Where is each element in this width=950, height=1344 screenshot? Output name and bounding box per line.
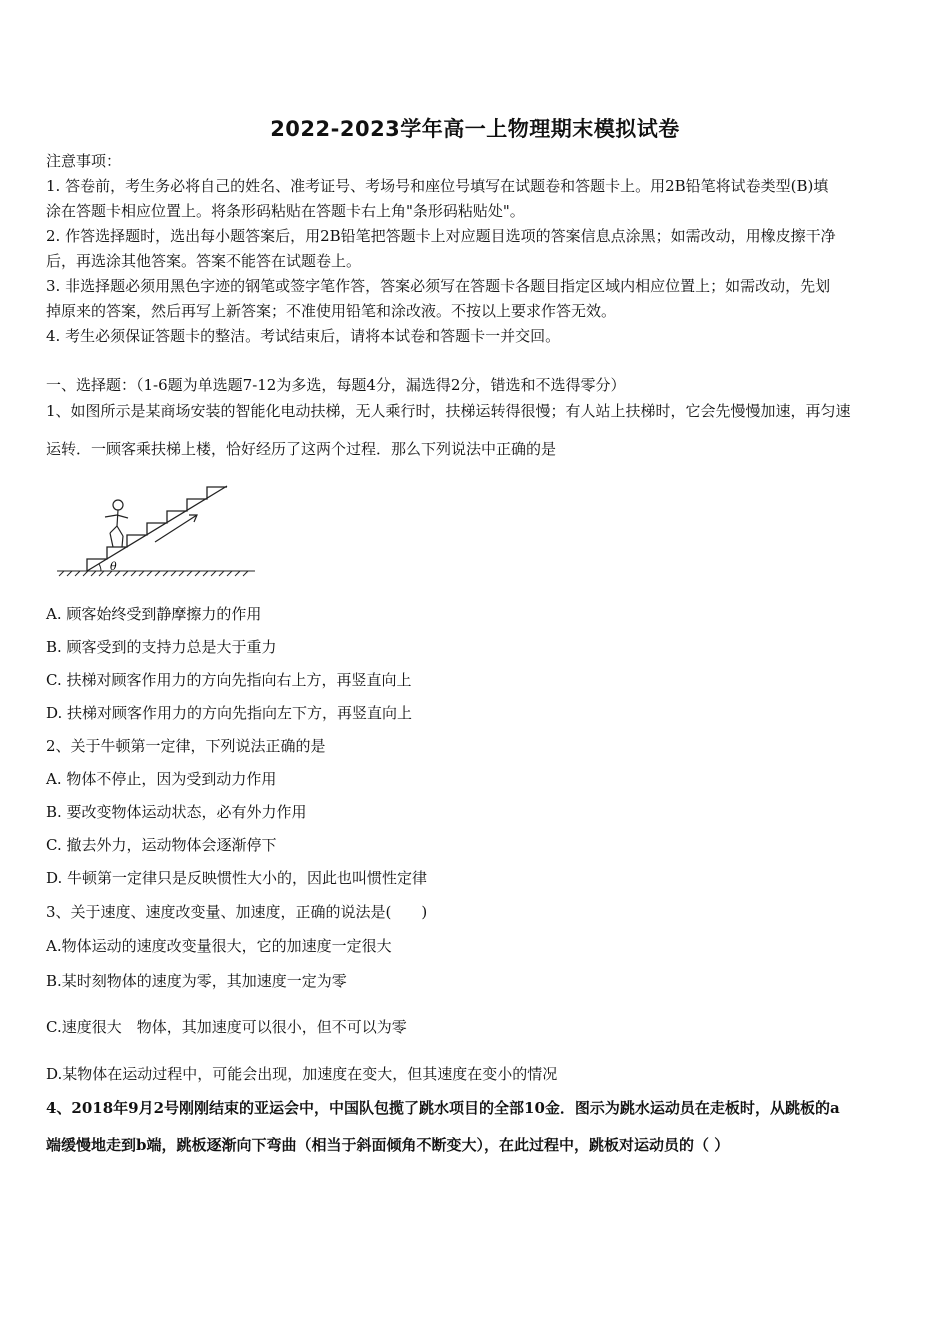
question-3-stem: 3、关于速度、速度改变量、加速度，正确的说法是( ) [46,903,428,921]
question-4-stem: 4、2018年9月2号刚刚结束的亚运会中，中国队包揽了跳水项目的全部10金．图示为跳水运动员在走板时，从跳板的a [46,1099,840,1117]
notice-heading: 注意事项： [46,152,122,170]
question-2-stem: 2、关于牛顿第一定律，下列说法正确的是 [46,737,326,755]
question-1-option-b: B. 顾客受到的支持力总是大于重力 [46,638,277,656]
question-1-option-a: A. 顾客始终受到静摩擦力的作用 [46,605,262,623]
question-1-stem: 1、如图所示是某商场安装的智能化电动扶梯，无人乘行时，扶梯运转得很慢；有人站上扶梯时，它会先慢慢加速，再匀速 [46,402,851,420]
notice-line: 后，再选涂其他答案。答案不能答在试题卷上。 [46,252,362,270]
question-2-option-a: A. 物体不停止，因为受到动力作用 [46,770,277,788]
question-3-option-d: D.某物体在运动过程中，可能会出现，加速度在变大，但其速度在变小的情况 [46,1065,558,1083]
notice-line: 1. 答卷前，考生务必将自己的姓名、准考证号、考场号和座位号填写在试题卷和答题卡上。用2B铅笔将试卷类型(B)填 [46,177,829,195]
notice-line: 3. 非选择题必须用黑色字迹的钢笔或签字笔作答，答案必须写在答题卡各题目指定区域内相应位置上；如需改动，先划 [46,277,831,295]
question-3-option-a: A.物体运动的速度改变量很大，它的加速度一定很大 [46,937,392,955]
notice-line: 涂在答题卡相应位置上。将条形码粘贴在答题卡右上角"条形码粘贴处"。 [46,202,525,220]
notice-line: 2. 作答选择题时，选出每小题答案后，用2B铅笔把答题卡上对应题目选项的答案信息点涂黑；如需改动，用橡皮擦干净 [46,227,836,245]
question-2-option-d: D. 牛顿第一定律只是反映惯性大小的，因此也叫惯性定律 [46,869,428,887]
escalator-figure [55,478,260,590]
question-2-option-c: C. 撤去外力，运动物体会逐渐停下 [46,836,277,854]
page-title: 2022-2023学年高一上物理期末模拟试卷 [270,117,680,141]
question-1-stem: 运转．一顾客乘扶梯上楼，恰好经历了这两个过程．那么下列说法中正确的是 [46,440,557,458]
customer-figure [105,500,128,547]
section-heading: 一、选择题：（1-6题为单选题7-12为多选，每题4分，漏选得2分，错选和不选得零分） [46,376,626,394]
ground-hatching [57,571,255,576]
angle-label: θ [110,560,117,573]
notice-line: 4. 考生必须保证答题卡的整洁。考试结束后，请将本试卷和答题卡一并交回。 [46,327,561,345]
question-3-option-c: C.速度很大 物体，其加速度可以很小，但不可以为零 [46,1018,407,1036]
angle-arc [99,564,101,571]
question-3-option-b: B.某时刻物体的速度为零，其加速度一定为零 [46,972,347,990]
motion-arrow [155,515,197,542]
question-4-stem: 端缓慢地走到b端，跳板逐渐向下弯曲（相当于斜面倾角不断变大），在此过程中，跳板对运动员的（ ） [46,1136,730,1154]
question-1-option-c: C. 扶梯对顾客作用力的方向先指向右上方，再竖直向上 [46,671,412,689]
question-1-option-d: D. 扶梯对顾客作用力的方向先指向左下方，再竖直向上 [46,704,413,722]
notice-line: 掉原来的答案，然后再写上新答案；不准使用铅笔和涂改液。不按以上要求作答无效。 [46,302,617,320]
question-2-option-b: B. 要改变物体运动状态，必有外力作用 [46,803,307,821]
